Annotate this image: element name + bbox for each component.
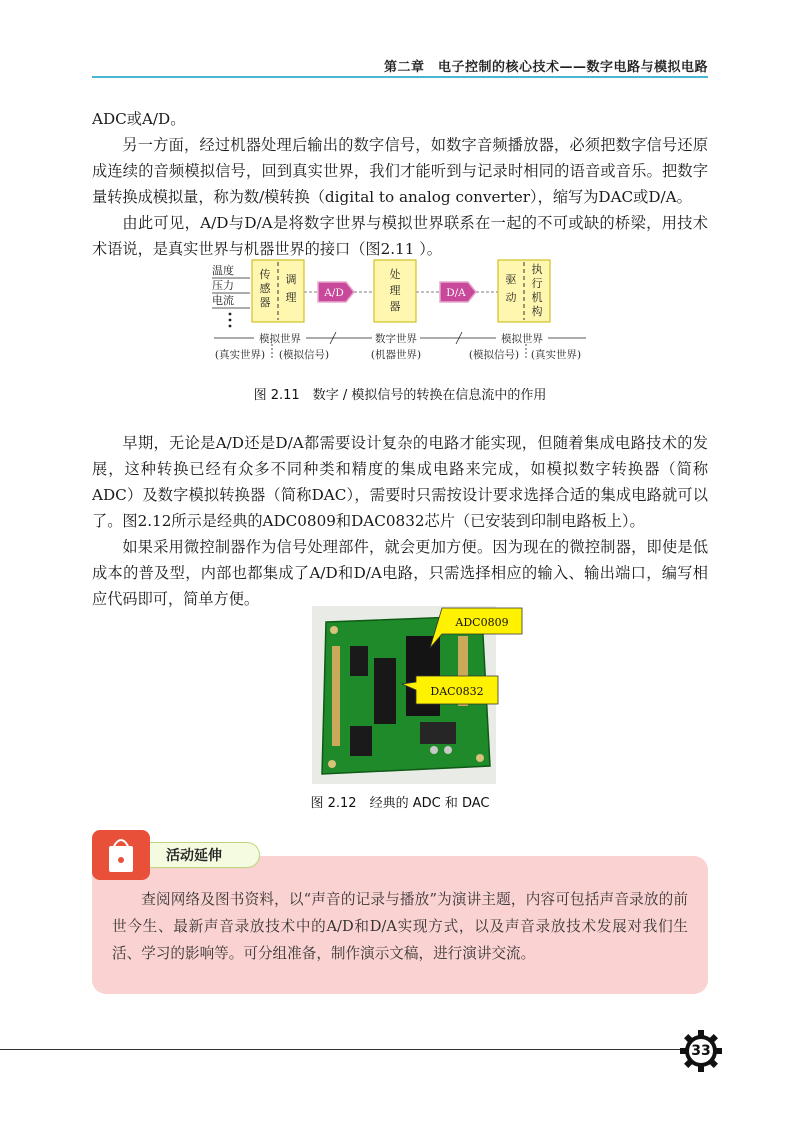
figure-caption: 图 2.12 经典的 ADC 和 DAC — [310, 796, 490, 811]
sub-label-right2: (真实世界) — [530, 349, 582, 361]
sub-label-left1: (真实世界) — [214, 349, 266, 361]
text-block-2 — [92, 430, 708, 612]
svg-text:行: 行 — [531, 277, 543, 290]
svg-text:器: 器 — [259, 296, 271, 309]
paragraph: 如果采用微控制器作为信号处理部件，就会更加方便。因为现在的微控制器，即使是低成本的普及型，内部也都集成了A/D和D/A电路，只需选择相应的输入、输出端口，编写相应代码即可，简单方便。 — [92, 538, 708, 608]
svg-text:理: 理 — [389, 284, 401, 297]
input-label-current: 电流 — [212, 294, 234, 307]
input-label-pressure: 压力 — [212, 279, 234, 292]
input-label-temp: 温度 — [212, 264, 234, 277]
svg-text:构: 构 — [531, 305, 543, 318]
svg-text:动: 动 — [505, 291, 517, 304]
da-label: D/A — [446, 287, 466, 299]
world-label-right: 模拟世界 — [501, 333, 543, 345]
activity-text: 查阅网络及图书资料，以“声音的记录与播放”为演讲主题，内容可包括声音录放的前世今生、最新声音录放技术中的A/D和D/A实现方式，以及声音录放技术发展对我们生活、学习的影响等。可分组准备，制作演示文稿，进行演讲交流。 — [112, 891, 688, 962]
page-number: 33 — [691, 1043, 711, 1059]
chip-callouts — [400, 600, 530, 712]
svg-text:执: 执 — [531, 263, 543, 276]
header-rule — [92, 76, 708, 78]
shopping-bag-icon — [92, 830, 150, 880]
paragraph: 另一方面，经过机器处理后输出的数字信号，如数字音频播放器，必须把数字信号还原成连续的音频模拟信号，回到真实世界，我们才能听到与记录时相同的语音或音乐。把数字量转换成模拟量，称为数/模转换（digital to analog converter），缩写为DAC或D/A。 — [92, 136, 708, 206]
paragraph: ADC或A/D。 — [92, 110, 186, 128]
svg-text:机: 机 — [531, 291, 543, 304]
paragraph: 早期，无论是A/D还是D/A都需要设计复杂的电路才能实现，但随着集成电路技术的发展，这种转换已经有众多不同种类和精度的集成电路来完成，如模拟数字转换器（简称ADC）及数字模拟转换器（简称DAC），需要时只需按设计要求选择合适的集成电路就可以了。图2.12所示是经典的ADC0809和DAC0832芯片（已安装到印制电路板上）。 — [92, 434, 708, 530]
activity-tab — [92, 830, 150, 880]
svg-text:器: 器 — [389, 300, 401, 313]
signal-flow-diagram — [210, 256, 590, 366]
sub-label-mid: (机器世界) — [370, 349, 422, 361]
activity-title: 活动延伸 — [150, 842, 260, 868]
paragraph: 由此可见，A/D与D/A是将数字世界与模拟世界联系在一起的不可或缺的桥梁，用技术术语说，是真实世界与机器世界的接口（图2.11 ）。 — [92, 214, 708, 258]
adc-callout-label: ADC0809 — [455, 616, 509, 629]
world-label-mid: 数字世界 — [375, 333, 417, 345]
svg-text:驱: 驱 — [505, 273, 517, 286]
chapter-header: 第二章 电子控制的核心技术——数字电路与模拟电路 — [383, 60, 708, 75]
svg-text:调: 调 — [285, 273, 297, 286]
svg-text:感: 感 — [259, 282, 271, 295]
text-block-1 — [92, 106, 708, 262]
footer-rule — [0, 1049, 690, 1050]
sub-label-right1: (模拟信号) — [468, 349, 520, 361]
svg-text:理: 理 — [285, 291, 297, 304]
svg-text:处: 处 — [389, 268, 401, 281]
dac-callout-label: DAC0832 — [430, 685, 484, 698]
world-label-left: 模拟世界 — [259, 333, 301, 345]
svg-text:传: 传 — [259, 268, 271, 281]
ad-label: A/D — [324, 287, 344, 299]
sub-label-left2: (模拟信号) — [278, 349, 330, 361]
activity-box — [92, 856, 708, 994]
figure-caption: 图 2.11 数字 / 模拟信号的转换在信息流中的作用 — [253, 388, 547, 403]
